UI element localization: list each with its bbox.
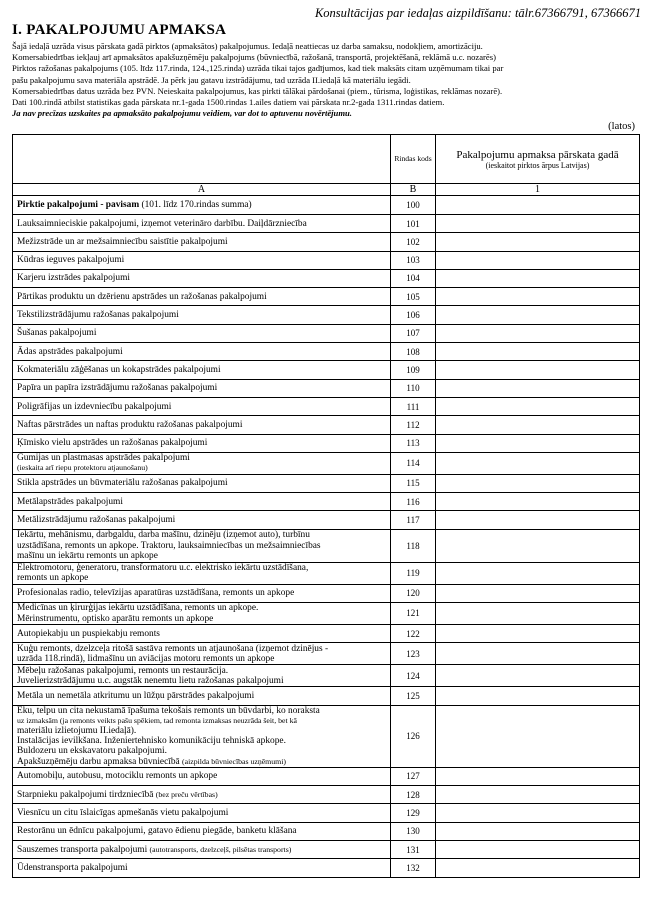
table-row [13, 434, 640, 452]
row-label-line: Elektromotoru, ģeneratoru, transformatoru u.c. elektrisko iekārtu uzstādīšana, [17, 563, 309, 574]
table-row [13, 233, 640, 251]
services-payment-table [12, 134, 640, 878]
row-label-line: (ieskaita arī riepu protektoru atjaunošanu) [17, 463, 148, 473]
row-label [13, 529, 391, 562]
table-row [13, 859, 640, 877]
row-label-line: Poligrāfijas un izdevniecību pakalpojumi [17, 401, 172, 412]
intro-line: Komersabiedrības iekļauj arī apmaksātos apakšuzņēmēju pakalpojums (būvniecībā, ražošanā, transportā, projektēšanā, reklāmā u.c. nozarēs) [12, 52, 496, 63]
row-code: 111 [391, 397, 436, 415]
row-code: 114 [391, 452, 436, 474]
table-row [13, 306, 640, 324]
row-code: 110 [391, 379, 436, 397]
total-label: Pirktie pakalpojumi - pavisam [17, 199, 140, 210]
row-code: 123 [391, 643, 436, 665]
table-row [13, 343, 640, 361]
row-code: 129 [391, 804, 436, 822]
value-cell[interactable] [436, 379, 640, 397]
row-label-line: Automobiļu, autobusu, motociklu remonts un apkope [17, 771, 218, 782]
row-label-line: Metālizstrādājumu ražošanas pakalpojumi [17, 515, 176, 525]
row-label-line: Kuģu remonts, dzelzceļa ritošā sastāva remonts un atjaunošana (izņemot dzinējus - [17, 643, 329, 654]
intro-text [12, 41, 637, 119]
row-label-line: Ūdenstransporta pakalpojumi [17, 862, 128, 873]
row-label-line: Ķīmisko vielu apstrādes un ražošanas pakalpojumi [17, 438, 208, 449]
value-cell[interactable] [436, 529, 640, 562]
value-cell[interactable] [436, 306, 640, 324]
table-row [13, 687, 640, 705]
value-cell[interactable] [436, 361, 640, 379]
row-label-line: Tekstilizstrādājumu ražošanas pakalpojumi [17, 310, 179, 321]
row-label-note: (bez preču vērtības) [155, 789, 218, 799]
row-label [13, 603, 391, 625]
row-label [13, 841, 391, 859]
total-value-cell[interactable] [436, 196, 640, 215]
row-label-line: Medicīnas un ķirurģijas iekārtu uzstādīšana, remonts un apkope. [17, 603, 259, 614]
row-label-line: Šušanas pakalpojumi [17, 328, 97, 339]
row-label [13, 288, 391, 306]
table-row [13, 562, 640, 584]
row-label [13, 511, 391, 529]
value-cell[interactable] [436, 786, 640, 804]
value-cell[interactable] [436, 511, 640, 529]
row-label-line: Iekārtu, mehānismu, darbgaldu, darba mašīnu, dzinēju (izņemot auto), turbīnu [17, 530, 310, 541]
row-label-line: Autopiekabju un puspiekabju remonts [17, 628, 160, 639]
row-label [13, 562, 391, 584]
row-label-line: Mežizstrāde un ar mežsaimniecību saistītie pakalpojumi [17, 236, 228, 247]
estimate-note: Ja nav precīzas uzskaites pa apmaksāto pakalpojumu veidiem, var dot to aptuvenu novērtējumu. [12, 108, 352, 119]
row-label-line: Mēbeļu ražošanas pakalpojumi, remonts un restaurācija. [17, 665, 229, 676]
row-code: 118 [391, 529, 436, 562]
header-payment-title: Pakalpojumu apmaksa pārskata gadā [456, 148, 619, 161]
table-row [13, 767, 640, 785]
table-row [13, 361, 640, 379]
row-label [13, 584, 391, 602]
total-row [13, 196, 640, 215]
row-label [13, 251, 391, 269]
total-row-code: 100 [391, 196, 436, 215]
row-code: 117 [391, 511, 436, 529]
value-cell[interactable] [436, 434, 640, 452]
intro-line: Komersabiedrības datus uzrāda bez PVN. Neieskaita pakalpojumus, kas pirkti tālākai pārdošanai (piem., tūrisma, loģistikas, reklāmas nozarē). [12, 85, 503, 96]
value-cell[interactable] [436, 324, 640, 342]
row-label-line: Restorānu un ēdnīcu pakalpojumi, gatavo ēdienu piegāde, banketu klāšana [17, 826, 297, 837]
value-cell[interactable] [436, 859, 640, 877]
value-cell[interactable] [436, 474, 640, 492]
row-code: 109 [391, 361, 436, 379]
row-label [13, 665, 391, 687]
row-label [13, 643, 391, 665]
row-code: 115 [391, 474, 436, 492]
table-row [13, 665, 640, 687]
value-cell[interactable] [436, 269, 640, 287]
row-label-line: Stikla apstrādes un būvmateriālu ražošanas pakalpojumi [17, 478, 228, 489]
row-label [13, 452, 391, 474]
row-label-note: (aizpilda būvniecības uzņēmumi) [182, 756, 286, 766]
value-cell[interactable] [436, 215, 640, 233]
row-label [13, 416, 391, 434]
row-code: 105 [391, 288, 436, 306]
row-code: 128 [391, 786, 436, 804]
row-label [13, 786, 391, 804]
header-payment-column [436, 135, 640, 184]
value-cell[interactable] [436, 603, 640, 625]
table-row [13, 841, 640, 859]
row-code: 127 [391, 767, 436, 785]
value-cell[interactable] [436, 822, 640, 840]
row-label [13, 434, 391, 452]
row-label-line: Lauksaimnieciskie pakalpojumi, izņemot veterināro darbību. Daiļdārzniecība [17, 218, 307, 229]
value-cell[interactable] [436, 625, 640, 643]
row-label-line: Naftas pārstrādes un naftas produktu ražošanas pakalpojumi [17, 419, 243, 430]
row-code: 125 [391, 687, 436, 705]
row-label-line: Papīra un papīra izstrādājumu ražošanas pakalpojumi [17, 383, 218, 394]
row-label [13, 215, 391, 233]
row-code: 107 [391, 324, 436, 342]
row-label-line: Starpnieku pakalpojumi tirdzniecībā [17, 789, 154, 800]
row-code: 130 [391, 822, 436, 840]
row-code: 126 [391, 705, 436, 767]
row-label-line: Sauszemes transporta pakalpojumi [17, 844, 148, 855]
row-label-line: Mērinstrumentu, optisko aparātu remonts un apkope [17, 613, 214, 624]
section-title: I. PAKALPOJUMU APMAKSA [12, 22, 227, 38]
value-cell[interactable] [436, 705, 640, 767]
row-label-line: Metāla un nemetāla atkritumu un lūžņu pārstrādes pakalpojumi [17, 690, 255, 701]
row-label-line: Metālapstrādes pakalpojumi [17, 496, 123, 507]
row-code: 108 [391, 343, 436, 361]
currency-unit: (latos) [608, 121, 635, 132]
intro-line: Dati 100.rindā atbilst statistikas gada pārskata nr.1-gada 1500.rindas 1.ailes datiem vai pārskata nr.2-gada 1311.rindas datiem. [12, 97, 445, 108]
row-label-line: uz izmaksām (ja remonts veikts pašu spēkiem, tad remonta izmaksas neuzrāda šeit, bet kā [17, 715, 297, 725]
value-cell[interactable] [436, 804, 640, 822]
value-cell[interactable] [436, 343, 640, 361]
row-code: 121 [391, 603, 436, 625]
row-code: 102 [391, 233, 436, 251]
value-cell[interactable] [436, 493, 640, 511]
row-label-line: Karjeru izstrādes pakalpojumi [17, 273, 130, 284]
row-code: 119 [391, 562, 436, 584]
row-label-line: Kokmateriālu zāģēšanas un kokapstrādes pakalpojumi [17, 364, 221, 375]
row-code: 112 [391, 416, 436, 434]
table-row [13, 452, 640, 474]
row-label [13, 625, 391, 643]
table-row [13, 416, 640, 434]
table-row [13, 379, 640, 397]
value-cell[interactable] [436, 767, 640, 785]
header-description [13, 135, 391, 184]
column-label-a: A [13, 184, 391, 196]
table-row [13, 625, 640, 643]
row-label-note: (autotransports, dzelzceļš, pilsētas transports) [149, 844, 292, 854]
table-row [13, 529, 640, 562]
row-label-line: Pārtikas produktu un dzērienu apstrādes un ražošanas pakalpojumi [17, 291, 267, 302]
row-label-line: materiālu izlietojumu II.iedaļā). [17, 726, 137, 737]
row-code: 103 [391, 251, 436, 269]
row-code: 101 [391, 215, 436, 233]
row-label [13, 705, 391, 767]
row-label [13, 822, 391, 840]
value-cell[interactable] [436, 288, 640, 306]
row-code: 122 [391, 625, 436, 643]
row-label-line: uzrāda 118.rindā), lidmašīnu un aviācijas motoru remonts un apkope [17, 653, 275, 664]
row-label [13, 493, 391, 511]
intro-line: Šajā iedaļā uzrāda visus pārskata gadā pirktos (apmaksātos) pakalpojumus. Iedaļā neattiecas uz darba samaksu, nodokļiem, amortizāciju. [12, 41, 483, 51]
row-code: 120 [391, 584, 436, 602]
column-label-1: 1 [436, 184, 640, 196]
table-row [13, 643, 640, 665]
row-label [13, 269, 391, 287]
row-label-line: remonts un apkope [17, 573, 89, 584]
value-cell[interactable] [436, 643, 640, 665]
header-payment-subtitle: (ieskaitot pirktos ārpus Latvijas) [485, 160, 590, 170]
table-row [13, 251, 640, 269]
value-cell[interactable] [436, 665, 640, 687]
table-row [13, 822, 640, 840]
row-label [13, 379, 391, 397]
table-row [13, 269, 640, 287]
row-label-line: Instalācijas ievilkšana. Inženiertehnisko komunikāciju tehniskā apkope. [17, 736, 286, 747]
row-label [13, 343, 391, 361]
row-label [13, 859, 391, 877]
row-label [13, 474, 391, 492]
row-label-line: Buldozeru un ekskavatoru pakalpojumi. [17, 746, 167, 757]
table-row [13, 493, 640, 511]
consultation-phone-note: Konsultācijas par iedaļas aizpildīšanu: tālr.67366791, 67366671 [314, 6, 641, 20]
table-row [13, 324, 640, 342]
row-code: 132 [391, 859, 436, 877]
value-cell[interactable] [436, 416, 640, 434]
row-label-line: Kūdras ieguves pakalpojumi [17, 255, 125, 266]
table-row [13, 397, 640, 415]
row-code: 131 [391, 841, 436, 859]
row-label [13, 767, 391, 785]
row-label [13, 233, 391, 251]
row-label-line: Gumijas un plastmasas apstrādes pakalpojumi [17, 453, 190, 464]
row-label [13, 687, 391, 705]
row-code: 124 [391, 665, 436, 687]
value-cell[interactable] [436, 841, 640, 859]
header-row-code: Rindas kods [391, 135, 436, 184]
value-cell[interactable] [436, 562, 640, 584]
row-code: 106 [391, 306, 436, 324]
value-cell[interactable] [436, 233, 640, 251]
table-row [13, 603, 640, 625]
column-labels-row [13, 184, 640, 196]
row-label-line: Viesnīcu un citu īslaicīgas apmešanās vietu pakalpojumi [17, 808, 229, 818]
value-cell[interactable] [436, 452, 640, 474]
total-row-label [13, 196, 391, 215]
intro-line: pašu pakalpojumu sava materiāla apstrādē. Ja pērk jau gatavu izstrādājumu, tad uzrāda II.iedaļā kā materiālu iegādi. [12, 74, 411, 85]
row-label [13, 397, 391, 415]
row-label-line: Ādas apstrādes pakalpojumi [17, 346, 123, 357]
total-note: (101. līdz 170.rindas summa) [141, 199, 252, 210]
value-cell[interactable] [436, 397, 640, 415]
row-label [13, 804, 391, 822]
row-code: 116 [391, 493, 436, 511]
table-row [13, 705, 640, 767]
row-label-line: Juvelierizstrādājumu u.c. augstāk nenemtu lietu ražošanas pakalpojumi [17, 675, 284, 686]
value-cell[interactable] [436, 251, 640, 269]
row-label-line: Profesionalas radio, televīzijas aparatūras uzstādīšana, remonts un apkope [17, 588, 295, 599]
row-label-line: Ēku, telpu un cita nekustamā īpašuma tekošais remonts un būvdarbi, ko noraksta [17, 705, 320, 716]
table-row [13, 511, 640, 529]
table-row [13, 804, 640, 822]
column-label-b: B [391, 184, 436, 196]
row-label-line: mašīnu un iekārtu remonts un apkope [17, 550, 158, 561]
value-cell[interactable] [436, 584, 640, 602]
row-label [13, 361, 391, 379]
table-row [13, 584, 640, 602]
row-label-line: Apakšuzņēmēju darbu apmaksa būvniecībā [17, 756, 180, 767]
table-row [13, 288, 640, 306]
row-label [13, 306, 391, 324]
row-code: 113 [391, 434, 436, 452]
table-row [13, 215, 640, 233]
row-label [13, 324, 391, 342]
table-row [13, 786, 640, 804]
row-label-line: uzstādīšana, remonts un apkope. Traktoru, lauksaimniecības un mežsaimniecības [17, 540, 321, 551]
row-code: 104 [391, 269, 436, 287]
intro-line: Pirktos ražošanas pakalpojums (105. līdz 117.rinda, 124.,125.rinda) uzrāda tikai tajos gadījumos, kad tiek maksāts citam uzņēmumam tikai par [12, 63, 504, 74]
table-row [13, 474, 640, 492]
table-header-row [13, 135, 640, 184]
value-cell[interactable] [436, 687, 640, 705]
